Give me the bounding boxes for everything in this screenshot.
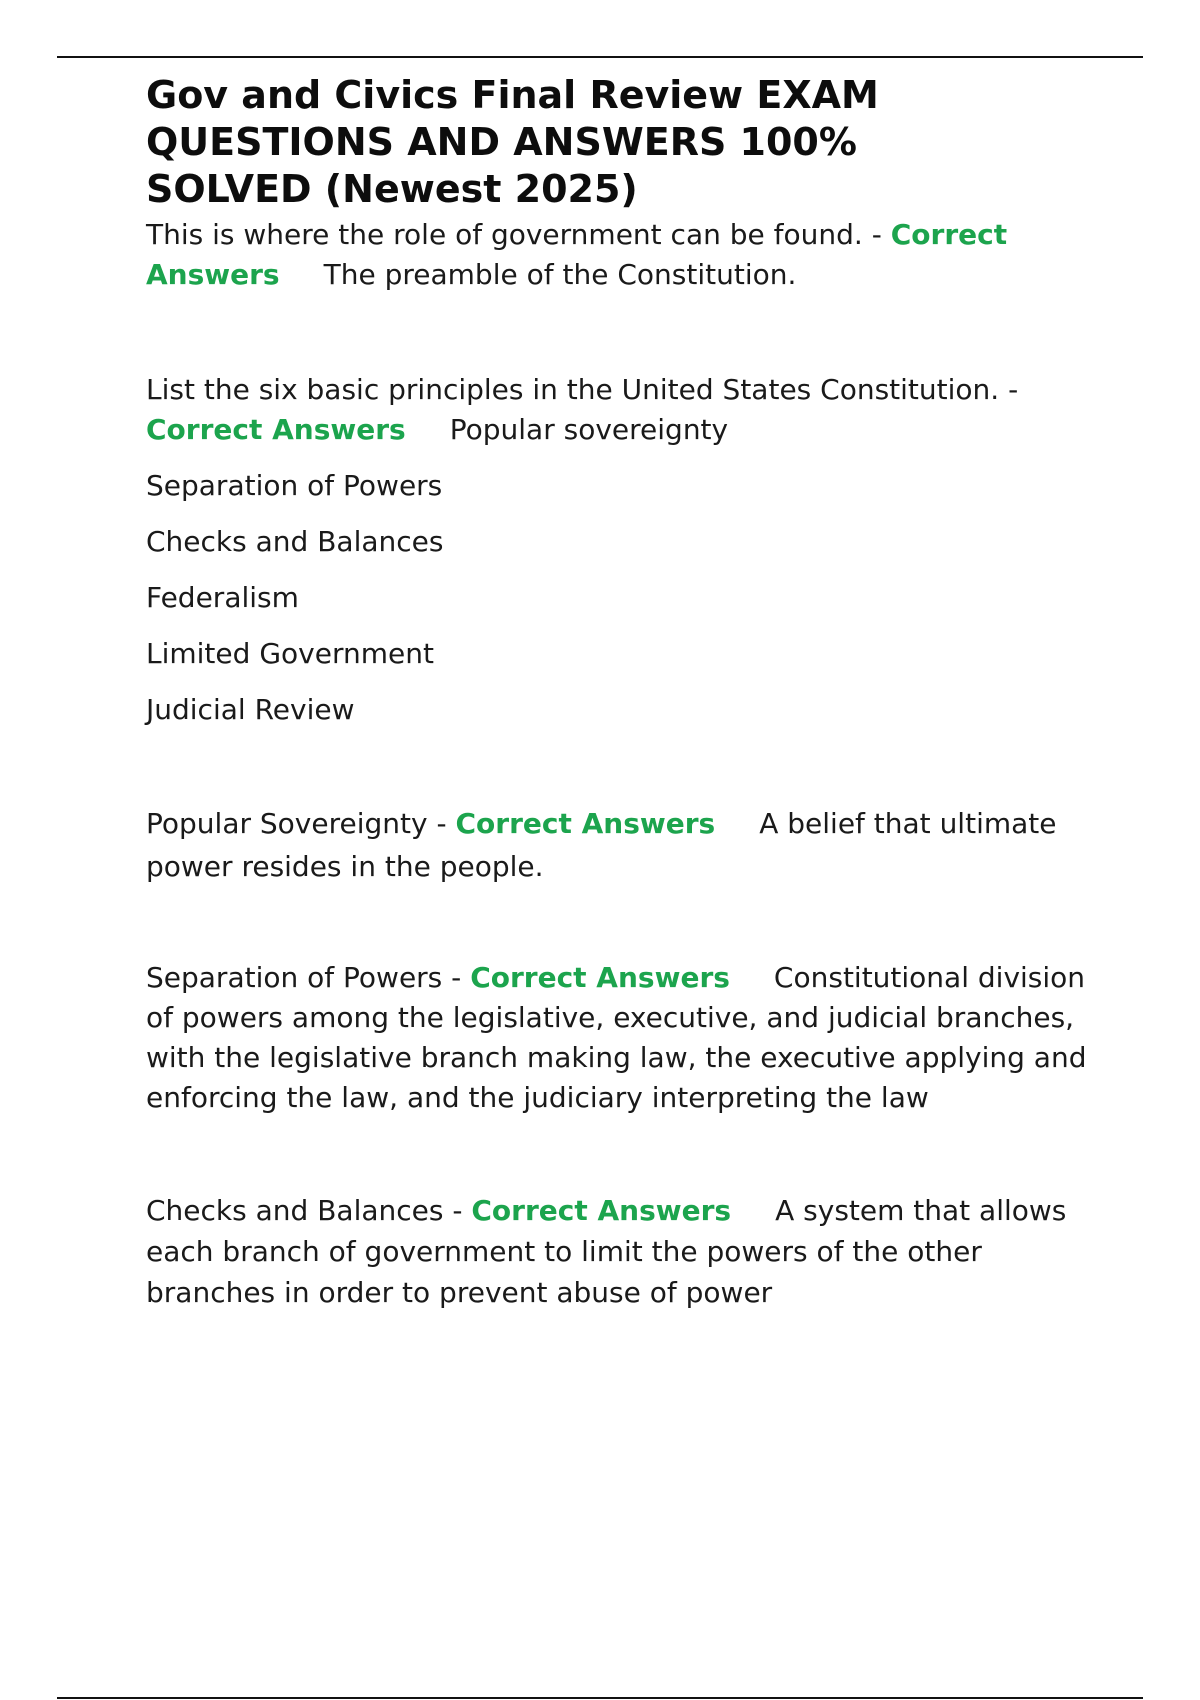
question-text: Popular Sovereignty - <box>146 807 447 840</box>
answer-text: Constitutional division of powers among the legislative, executive, and judicial branches, with the legislative branch making law, the executive applying and enforcing the law, and the judiciary interpreting the law <box>146 961 1087 1114</box>
answer-text: Popular sovereignty <box>449 413 729 446</box>
answer-label: Correct Answers <box>470 961 730 994</box>
qa-item <box>146 370 1106 450</box>
list-item: Checks and Balances <box>146 525 444 558</box>
answer-text: The preamble of the Constitution. <box>323 258 797 291</box>
qa-item <box>146 1190 1106 1313</box>
answer-label: Correct Answers <box>455 807 716 840</box>
answer-label: Correct Answers <box>146 218 1008 291</box>
answer-label: Correct Answers <box>146 413 406 446</box>
qa-item <box>146 215 1106 295</box>
question-text: Checks and Balances - <box>146 1194 463 1227</box>
list-item: Judicial Review <box>146 693 355 726</box>
answer-label: Correct Answers <box>471 1194 732 1227</box>
list-item: Separation of Powers <box>146 469 443 502</box>
document-title: Gov and Civics Final Review EXAM QUESTIONS AND ANSWERS 100% SOLVED (Newest 2025) <box>146 73 879 211</box>
question-text: Separation of Powers - <box>146 961 462 994</box>
question-text: This is where the role of government can be found. - <box>146 218 882 251</box>
list-item: Federalism <box>146 581 299 614</box>
answer-text: A belief that ultimate power resides in the people. <box>146 807 1057 883</box>
qa-item <box>146 958 1106 1118</box>
bottom-rule <box>57 1697 1143 1699</box>
principles-list <box>146 466 1106 730</box>
document-body <box>146 72 1106 1313</box>
answer-text: A system that allows each branch of government to limit the powers of the other branches in order to prevent abuse of power <box>146 1194 1067 1309</box>
top-rule <box>57 56 1143 58</box>
list-item: Limited Government <box>146 637 434 670</box>
qa-item <box>146 802 1106 888</box>
question-text: List the six basic principles in the United States Constitution. - <box>146 373 1019 406</box>
